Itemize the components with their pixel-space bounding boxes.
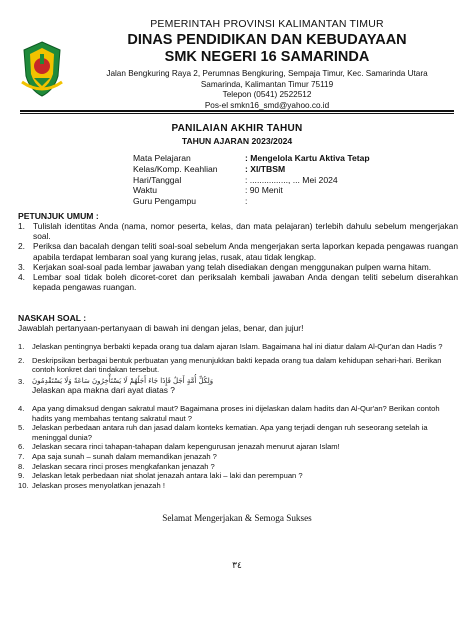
- exam-title: PANILAIAN AKHIR TAHUN: [171, 123, 303, 134]
- address-line-1: Jalan Bengkuring Raya 2, Perumnas Bengkuring, Sempaja Timur, Kec. Samarinda Utara: [106, 69, 428, 78]
- info-key: Kelas/Komp. Keahlian: [133, 163, 218, 174]
- list-item: 2. Periksa dan bacalah dengan teliti soal-soal sebelum Anda mengerjakan serta laporkan kepada pengawas ruangan apabila terdapat lembaran soal yang kurang jelas, rusak, atau tidak lengkap.: [18, 241, 458, 262]
- info-value: : ................, ... Mei 2024: [245, 174, 338, 185]
- question-item: 3. وَلِكُلِّ أُمَّةٍ أَجَلٌ فَإِذَا جَاءَ أَجَلُهُمْ لَا يَسْتَأْخِرُونَ سَاعَةً وَلَا يَسْتَقْدِمُونَ Jelaskan apa makna dari ayat diatas ?: [18, 377, 458, 396]
- info-value: : Mengelola Kartu Aktiva Tetap: [245, 153, 370, 163]
- info-key: Mata Pelajaran: [133, 153, 191, 163]
- phone: Telepon (0541) 2522512: [222, 90, 312, 99]
- list-item: 4. Lembar soal tidak boleh dicoret-coret dan periksalah kembali jawaban Anda dengan teliti sebelum diserahkan kepada pengawas ruangan.: [18, 272, 458, 293]
- question-item: 6. Jelaskan secara rinci tahapan-tahapan dalam kepengurusan jenazah menurut ajaran Islam!: [18, 442, 340, 452]
- questions-intro: Jawablah pertanyaan-pertanyaan di bawah ini dengan jelas, benar, dan jujur!: [18, 323, 304, 333]
- info-key: Waktu: [133, 185, 158, 196]
- letterhead-rule-thick: [20, 110, 454, 112]
- letterhead: [70, 18, 464, 111]
- agency-name: DINAS PENDIDIKAN DAN KEBUDAYAAN: [127, 32, 407, 48]
- info-row: [133, 153, 370, 164]
- question-item: 7. Apa saja sunah – sunah dalam memandikan jenazah ?: [18, 451, 217, 461]
- info-key: Hari/Tanggal: [133, 174, 182, 185]
- email: Pos-el smkn16_smd@yahoo.co.id: [204, 100, 330, 110]
- question-text: Jelaskan apa makna dari ayat diatas ?: [32, 385, 175, 396]
- info-value: : XI/TBSM: [245, 163, 286, 174]
- instructions-heading: PETUNJUK UMUM :: [18, 211, 99, 221]
- question-item: 1. Jelaskan pentingnya berbakti kepada orang tua dalam ajaran Islam. Bagaimana hal ini diatur dalam Al-Qur'an dan Hadis ?: [18, 342, 443, 351]
- closing-message: Selamat Mengerjakan & Semoga Sukses: [162, 513, 312, 523]
- page-number: ٣٤: [232, 561, 242, 571]
- questions-list: [18, 342, 458, 490]
- province-logo: [20, 40, 64, 98]
- list-item: 3. Kerjakan soal-soal pada lembar jawaban yang telah disediakan dengan menggunakan pulpen warna hitam.: [18, 261, 432, 272]
- exam-year: TAHUN AJARAN 2023/2024: [181, 136, 293, 146]
- question-item: 9. Jelaskan letak perbedaan niat sholat jenazah antara laki – laki dan perempuan ?: [18, 471, 303, 481]
- question-item: 2. Deskripsikan berbagai bentuk perbuatan yang menunjukkan bakti kepada orang tua dalam kehidupan sehari-hari. Berikan contoh konkret dari tindakan tersebut.: [18, 355, 442, 375]
- letterhead-rule-thin: [20, 113, 454, 114]
- exam-info: [133, 153, 370, 207]
- list-item: 1. Tulislah identitas Anda (nama, nomor peserta, kelas, dan mata pelajaran) terlebih dahulu sebelum mengerjakan soal.: [18, 221, 458, 242]
- address-line-2: Samarinda, Kalimantan Timur 75119: [200, 79, 334, 89]
- quran-verse: وَلِكُلِّ أُمَّةٍ أَجَلٌ فَإِذَا جَاءَ أَجَلُهُمْ لَا يَسْتَأْخِرُونَ سَاعَةً وَلَا يَسْتَقْدِمُونَ: [32, 376, 214, 385]
- info-value: :: [245, 196, 248, 207]
- question-item: 4. Apa yang dimaksud dengan sakratul maut? Bagaimana proses ini dijelaskan dalam hadits dan Al-Qur'an? Berikan contoh hadits yang membahas tentang sakratul maut ?: [18, 403, 440, 423]
- questions-heading: NASKAH SOAL :: [18, 313, 87, 323]
- info-row: [133, 164, 370, 175]
- info-row: [133, 185, 370, 196]
- question-item: 10. Jelaskan proses menyolatkan jenazah !: [18, 480, 165, 490]
- instructions-list: [18, 221, 458, 292]
- info-value: : 90 Menit: [245, 185, 283, 196]
- info-key: Guru Pengampu: [133, 196, 197, 207]
- question-item: 8. Jelaskan secara rinci proses mengkafankan jenazah ?: [18, 461, 215, 471]
- question-item: 5. Jelaskan perbedaan antara ruh dan jasad dalam konteks kematian. Apa yang terjadi dengan ruh seseorang setelah ia meninggal dunia?: [18, 423, 428, 442]
- school-name: SMK NEGERI 16 SAMARINDA: [164, 49, 370, 65]
- info-row: [133, 196, 370, 207]
- government-name: PEMERINTAH PROVINSI KALIMANTAN TIMUR: [150, 18, 384, 30]
- info-row: [133, 175, 370, 186]
